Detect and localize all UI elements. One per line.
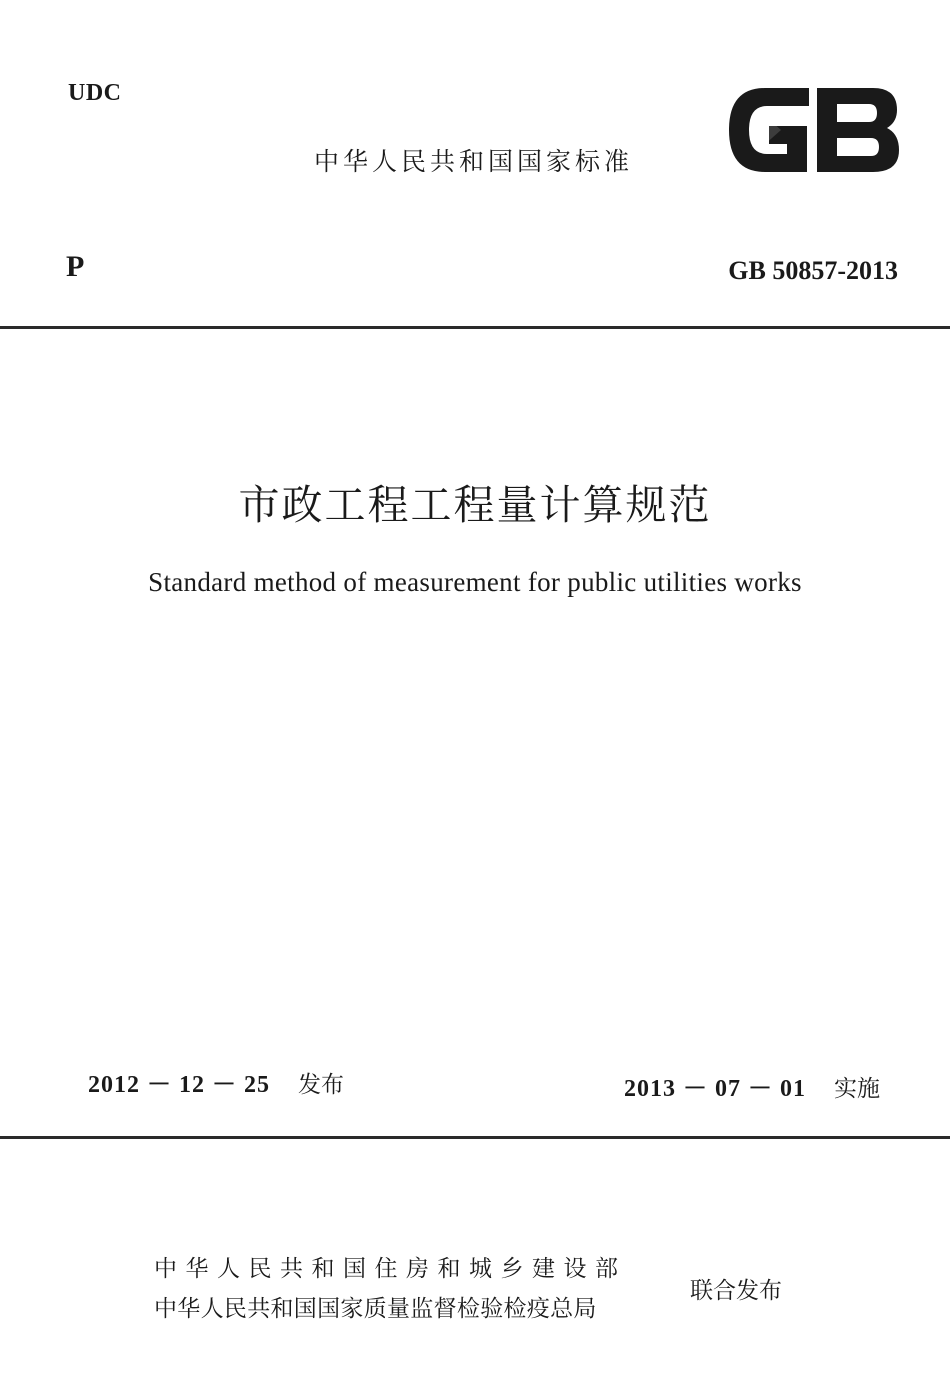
- udc-label: UDC: [68, 80, 122, 106]
- issue-label: 发布: [298, 1072, 344, 1098]
- implement-label: 实施: [834, 1076, 880, 1102]
- national-standard-heading: 中华人民共和国国家标准: [314, 147, 634, 176]
- joint-issue-label: 联合发布: [690, 1278, 782, 1304]
- footer-divider: [0, 1136, 950, 1139]
- standard-number: GB 50857-2013: [728, 256, 898, 285]
- issuer-ministry: 中华人民共和国住房和城乡建设部: [154, 1256, 627, 1282]
- issue-date: 2012 － 12 － 25: [88, 1072, 270, 1098]
- issuer-aqsiq: 中华人民共和国国家质量监督检验检疫总局: [154, 1296, 597, 1322]
- issue-date-block: [88, 1064, 344, 1099]
- category-code: P: [66, 250, 85, 283]
- implement-date-block: [624, 1068, 880, 1103]
- implement-date: 2013 － 07 － 01: [624, 1076, 806, 1102]
- title-english: Standard method of measurement for public utilities works: [148, 567, 802, 597]
- gb-logo-b: [817, 88, 899, 172]
- gb-logo: [723, 82, 903, 178]
- title-chinese: 市政工程工程量计算规范: [238, 481, 712, 529]
- header-divider: [0, 326, 950, 329]
